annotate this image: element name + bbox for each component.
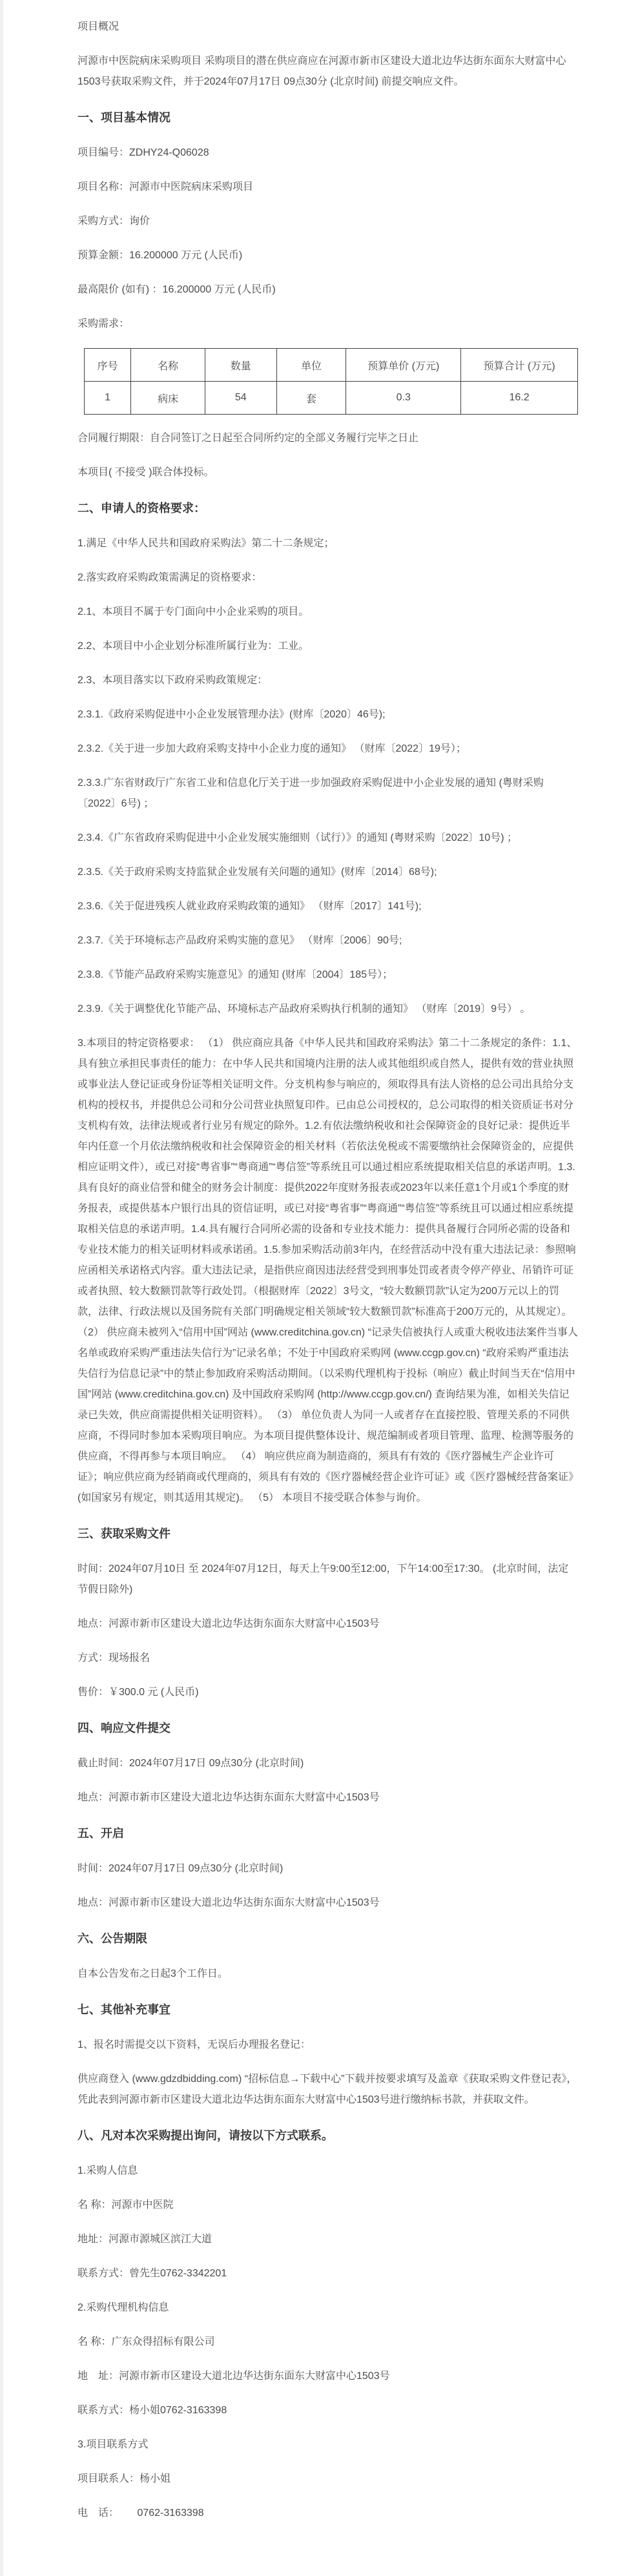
- document-body: [77, 17, 578, 2524]
- overview-title: 项目概况: [77, 21, 119, 32]
- policy-2-3-7: 2.3.7.《关于环境标志产品政府采购实施的意见》 （财库〔2006〕90号;: [77, 935, 402, 946]
- table-row: [85, 382, 578, 415]
- table-cell: 16.2: [461, 382, 578, 415]
- file-time: 时间：2024年07月10日 至 2024年07月12日，每天上午9:00至12:00，下午14:00至17:30。 (北京时间，法定节假日除外): [77, 1563, 569, 1595]
- project-name: 项目名称：河源市中医院病床采购项目: [77, 181, 254, 192]
- submit-deadline: 截止时间：2024年07月17日 09点30分 (北京时间): [77, 1758, 304, 1769]
- table-header-cell: 序号: [85, 349, 131, 382]
- supplement-detail: 供应商登入 (www.gdzdbidding.com) “招标信息→下载中心”下载并按要求填写及盖章《获取采购文件登记表》，凭此表到河源市新市区建设大道北边华达街东面东大财富中心1503号进行缴纳标书款，并获取文件。: [77, 2074, 577, 2105]
- agency-address: 地 址：河源市新市区建设大道北边华达街东面东大财富中心1503号: [77, 2371, 390, 2382]
- qualification-2-2: 2.2、本项目中小企业划分标准所属行业为：工业。: [77, 641, 309, 652]
- policy-2-3-9: 2.3.9.《关于调整优化节能产品、环境标志产品政府采购执行机制的通知》 （财库〔2019〕9号） 。: [77, 1004, 531, 1015]
- qualification-2-3: 2.3、本项目落实以下政府采购政策规定：: [77, 675, 268, 686]
- table-header-cell: 预算单价 (万元): [346, 349, 461, 382]
- table-header-row: [85, 349, 578, 382]
- supplement-item-1: 1、报名时需提交以下资料，无误后办理报名登记：: [77, 2039, 311, 2050]
- table-cell: 0.3: [346, 382, 461, 415]
- procurement-method: 采购方式：询价: [77, 216, 150, 227]
- policy-2-3-3: 2.3.3.广东省财政厅广东省工业和信息化厅关于进一步加强政府采购促进中小企业发展的通知 (粤财采购〔2022〕6号) ；: [77, 778, 544, 809]
- policy-2-3-6: 2.3.6.《关于促进残疾人就业政府采购政策的通知》 （财库〔2017〕141号);: [77, 901, 422, 912]
- policy-2-3-5: 2.3.5.《关于政府采购支持监狱企业发展有关问题的通知》(财库〔2014〕68号);: [77, 867, 437, 878]
- table-header-cell: 预算合计 (万元): [461, 349, 578, 382]
- consortium-note: 本项目( 不接受 )联合体投标。: [77, 467, 214, 478]
- agency-name: 名 称：广东众得招标有限公司: [77, 2336, 215, 2347]
- table-cell: 54: [205, 382, 276, 415]
- section4-title: 四、响应文件提交: [77, 1722, 170, 1735]
- purchaser-info-title: 1.采购人信息: [77, 2165, 138, 2176]
- policy-2-3-4: 2.3.4.《广东省政府采购促进中小企业发展实施细则（试行）》的通知 (粤财采购〔2022〕10号) ；: [77, 832, 517, 843]
- purchaser-address: 地址：河源市源城区滨江大道: [77, 2234, 212, 2245]
- agency-info-title: 2.采购代理机构信息: [77, 2302, 169, 2313]
- project-contact-phone: 电 话： 0762-3163398: [77, 2508, 204, 2519]
- opening-time: 时间：2024年07月17日 09点30分 (北京时间): [77, 1863, 284, 1874]
- table-cell: 1: [85, 382, 131, 415]
- project-number: 项目编号：ZDHY24-Q06028: [77, 147, 209, 158]
- purchaser-name: 名 称：河源市中医院: [77, 2200, 174, 2210]
- qualification-2: 2.落实政府采购政策需满足的资格要求：: [77, 572, 262, 583]
- project-contact-person: 项目联系人：杨小姐: [77, 2473, 171, 2484]
- opening-location: 地点：河源市新市区建设大道北边华达街东面东大财富中心1503号: [77, 1897, 380, 1908]
- table-header-cell: 单位: [276, 349, 346, 382]
- project-contact-title: 3.项目联系方式: [77, 2439, 149, 2450]
- budget-amount: 预算金额：16.200000 万元 (人民币): [77, 250, 243, 261]
- policy-2-3-8: 2.3.8.《节能产品政府采购实施意见》的通知 (财库〔2004〕185号）；: [77, 969, 393, 980]
- file-method: 方式：现场报名: [77, 1653, 150, 1664]
- table-cell: 病床: [131, 382, 205, 415]
- section2-title: 二、申请人的资格要求：: [77, 502, 205, 515]
- policy-2-3-1: 2.3.1.《政府采购促进中小企业发展管理办法》(财库〔2020〕46号);: [77, 709, 386, 720]
- file-price: 售价：￥300.0 元 (人民币): [77, 1687, 199, 1698]
- section6-title: 六、公告期限: [77, 1932, 147, 1945]
- qualification-3-specific: 3.本项目的特定资格要求： （1） 供应商应具备《中华人民共和国政府采购法》第二十二条规定的条件：1.1、具有独立承担民事责任的能力：在中华人民共和国境内注册的法人或其他组织或自然人，提供有效的营业执照或事业法人登记证或身份证等相关证明文件。分支机构参与响应的，须取得具有法人资格的总公司出具给分支机构的授权书，并提供总公司和分公司营业执照复印件。已由总公司授权的，总公司取得的相关资质证书对分支机构有效，法律法规或者行业另有规定的除外。1.2.有依法缴纳税收和社会保障资金的良好记录：提供近半年内任意一个月依法缴纳税收和社会保障资金的相关材料（若依法免税或不需要缴纳社会保障资金的，应提供相应证明文件），或已对接“粤省事”“粤商通”“粤信签”等系统且可以通过相应系统提取相关信息的承诺声明。1.3.具有良好的商业信誉和健全的财务会计制度：提供2022年度财务报表或2023年以来任意1个月或1个季度的财务报表，或提供基本户银行出具的资信证明，或已对接“粤省事”“粤商通”“粤信签”等系统且可以通过相应系统提取相关信息的承诺声明。1.4.具有履行合同所必需的设备和专业技术能力：提供具备履行合同所必需的设备和专业技术能力的相关证明材料或承诺函。1.5.参加采购活动前3年内，在经营活动中没有重大违法记录：参照响应函相关承诺格式内容。重大违法记录，是指供应商因违法经营受到刑事处罚或者责令停产停业、吊销许可证或者执照、较大数额罚款等行政处罚。（根据财库〔2022〕3号文，“较大数额罚款”认定为200万元以上的罚款，法律、行政法规以及国务院有关部门明确规定相关领域“较大数额罚款”标准高于200万元的，从其规定）。 （2） 供应商未被列入“信用中国”网站 (www.creditchina.gov.cn) “记录失信被执行人或重大税收违法案件当事人名单或政府采购严重违法失信行为”记录名单；不处于中国政府采购网 (www.ccgp.gov.cn) “政府采购严重违法失信行为信息记录”中的禁止参加政府采购活动期间。（以采购代理机构于投标（响应）截止时间当天在“信用中国”网站 (www.creditchina.gov.cn) 及中国政府采购网 (http://www.ccgp.gov.cn/) 查询结果为准，如相关失信记录已失效，供应商需提供相关证明资料）。 （3） 单位负责人为同一人或者存在直接控股、管理关系的不同供应商，不得同时参加本采购项目响应。为本项目提供整体设计、规范编制或者项目管理、监理、检测等服务的供应商，不得再参与本项目响应。 （4） 响应供应商为制造商的，须具有有效的《医疗器械生产企业许可证》；响应供应商为经销商或代理商的，须具有有效的《医疗器械经营企业许可证》或《医疗器械经营备案证》(如国家另有规定，则其适用其规定)。 （5） 本项目不接受联合体参与询价。: [77, 1038, 578, 1503]
- max-price-limit: 最高限价 (如有) ：16.200000 万元 (人民币): [77, 284, 276, 295]
- table-header-cell: 数量: [205, 349, 276, 382]
- section3-title: 三、获取采购文件: [77, 1527, 170, 1540]
- notice-period: 自本公告发布之日起3个工作日。: [77, 1968, 228, 1979]
- table-cell: 套: [276, 382, 346, 415]
- qualification-2-1: 2.1、本项目不属于专门面向中小企业采购的项目。: [77, 606, 309, 617]
- qualification-1: 1.满足《中华人民共和国政府采购法》第二十二条规定；: [77, 538, 335, 549]
- table-header-cell: 名称: [131, 349, 205, 382]
- policy-2-3-2: 2.3.2.《关于进一步加大政府采购支持中小企业力度的通知》 （财库〔2022〕19号）；: [77, 743, 466, 754]
- procurement-demand-table: [84, 348, 578, 415]
- file-location: 地点：河源市新市区建设大道北边华达街东面东大财富中心1503号: [77, 1618, 380, 1629]
- submit-location: 地点：河源市新市区建设大道北边华达街东面东大财富中心1503号: [77, 1792, 380, 1803]
- contract-period: 合同履行期限：自合同签订之日起至合同所约定的全部义务履行完毕之日止: [77, 433, 419, 444]
- agency-contact: 联系方式：杨小姐0762-3163398: [77, 2405, 227, 2416]
- section7-title: 七、其他补充事宜: [77, 2003, 170, 2016]
- announcement-document: [3, 0, 640, 2576]
- procurement-demand-label: 采购需求：: [77, 318, 130, 329]
- section5-title: 五、开启: [77, 1827, 124, 1840]
- section8-title: 八、凡对本次采购提出询问，请按以下方式联系。: [77, 2129, 333, 2142]
- overview-intro: 河源市中医院病床采购项目 采购项目的潜在供应商应在河源市新市区建设大道北边华达街东面东大财富中心1503号获取采购文件，并于2024年07月17日 09点30分 (北京时间) 前提交响应文件。: [77, 56, 566, 87]
- purchaser-contact: 联系方式：曾先生0762-3342201: [77, 2268, 227, 2279]
- section1-title: 一、项目基本情况: [77, 111, 170, 124]
